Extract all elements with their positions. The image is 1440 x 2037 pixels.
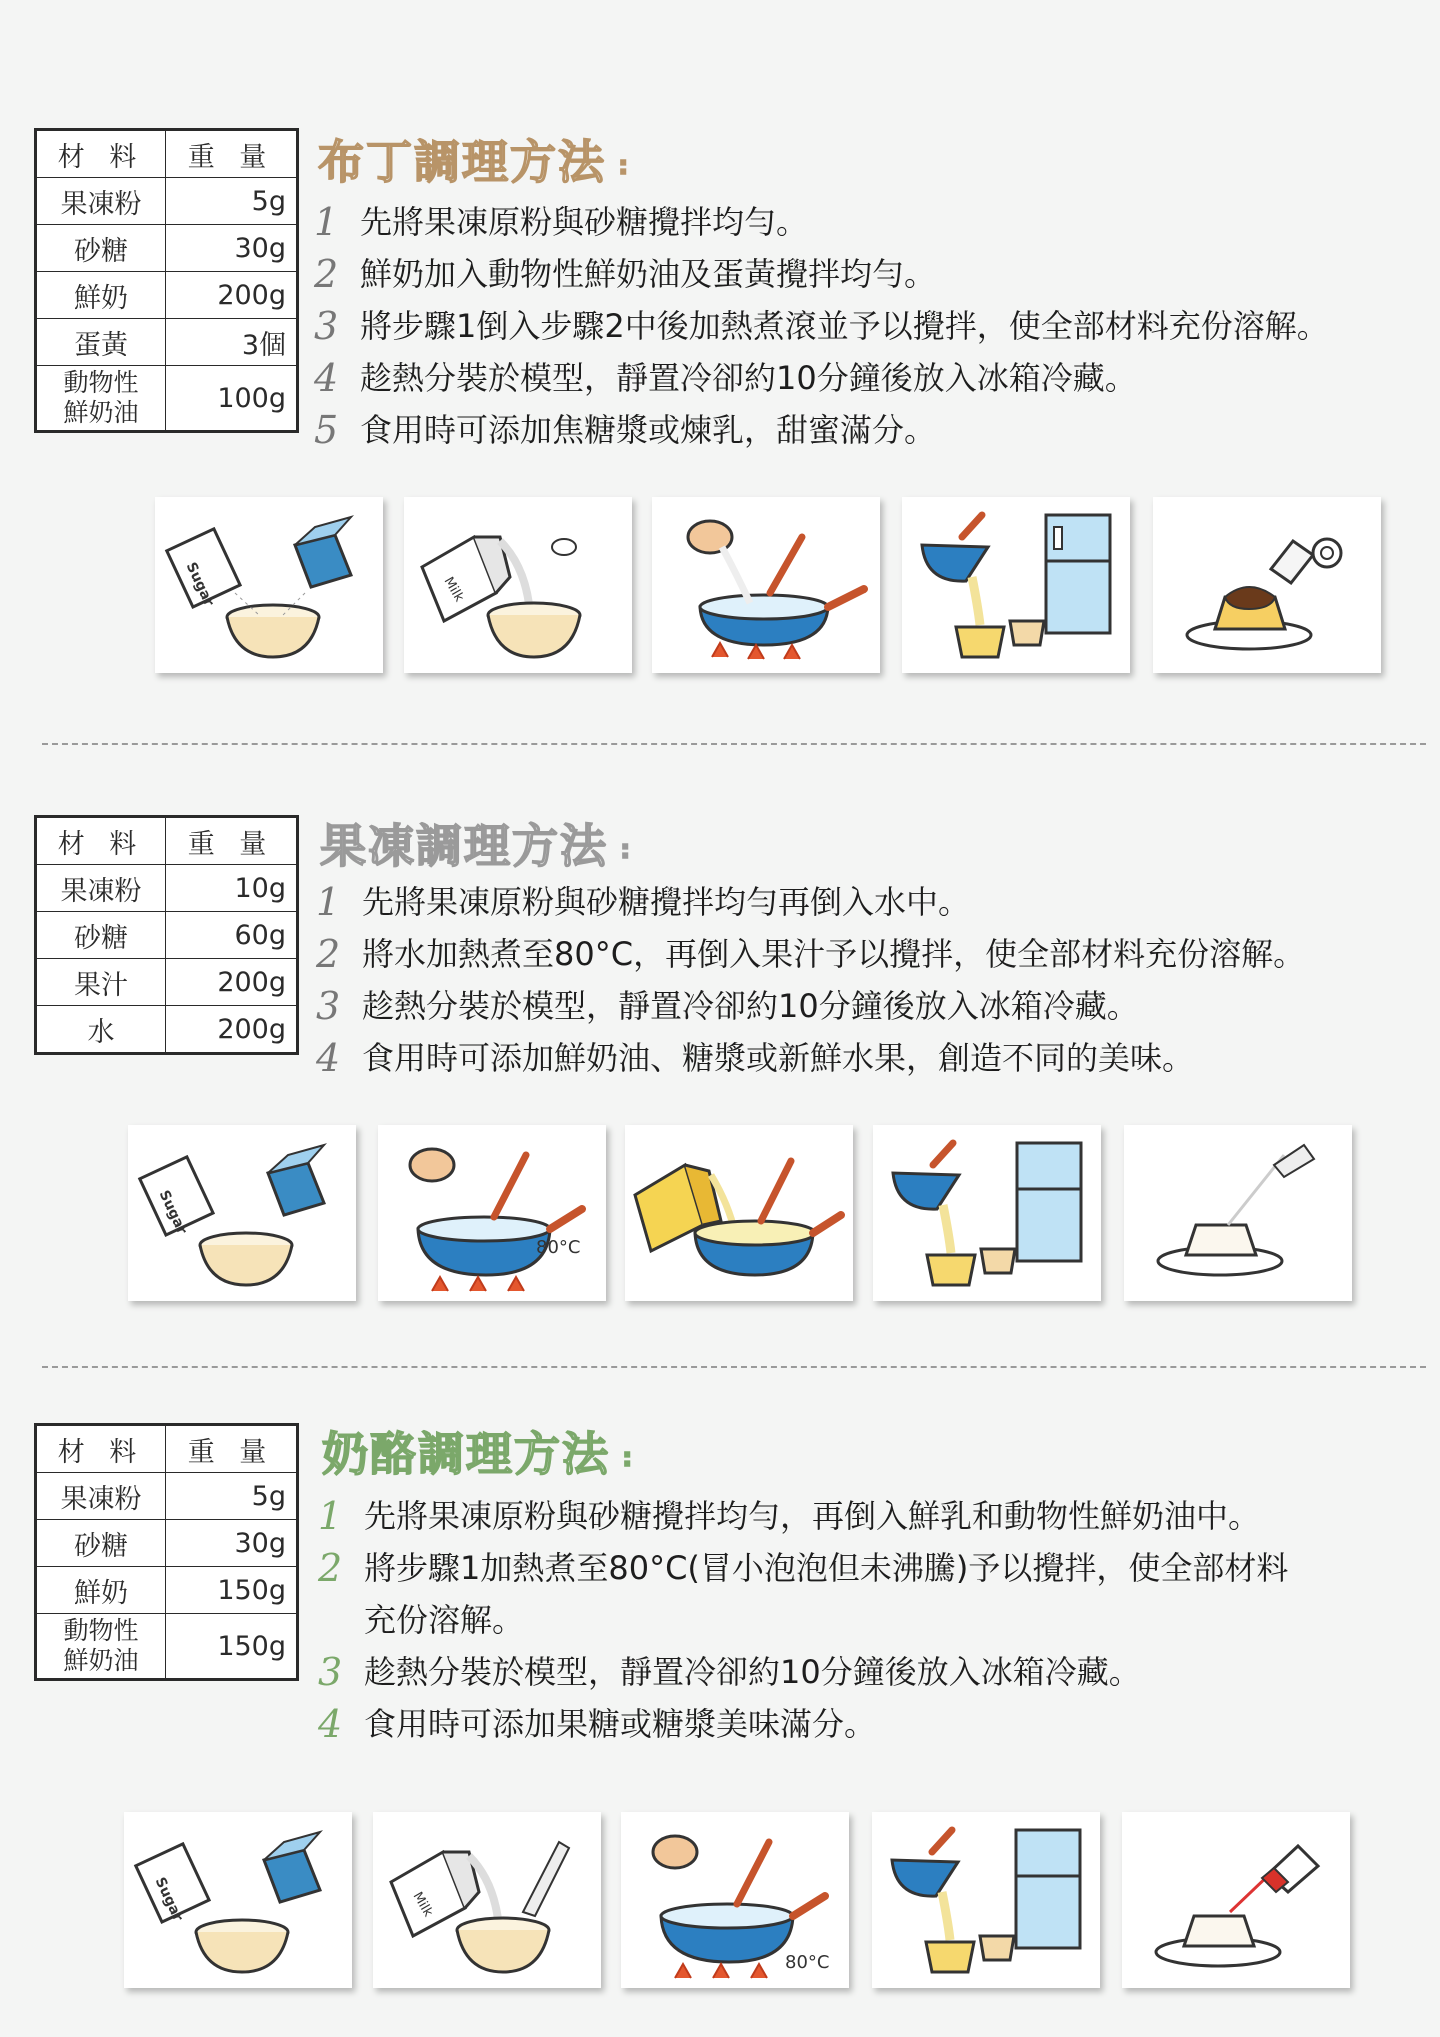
ingredient-name: 鮮奶 [36, 1567, 166, 1614]
step-text: 將水加熱煮至80°C，再倒入果汁予以攪拌，使全部材料充份溶解。 [362, 935, 1306, 973]
table-row [36, 1473, 298, 1520]
ingredient-weight: 200g [166, 959, 298, 1006]
ingredient-name: 蛋黃 [36, 319, 166, 366]
ingredient-weight: 150g [166, 1567, 298, 1614]
sugar-label: Sugar [182, 559, 217, 609]
table-header-row [36, 1425, 298, 1473]
ingredient-weight: 3個 [166, 319, 298, 366]
step-number: 3 [314, 304, 339, 348]
temperature-label: 80°C [785, 1952, 830, 1973]
colon-icon: : [618, 150, 631, 181]
ingredient-weight: 30g [166, 225, 298, 272]
ingredient-weight: 5g [166, 178, 298, 225]
ingredient-name: 砂糖 [36, 225, 166, 272]
illustration-serve-cheese [1122, 1812, 1350, 1988]
step-number: 3 [318, 1650, 343, 1694]
material-header: 材 料 [36, 1425, 166, 1473]
illustration-pour-fridge [872, 1812, 1100, 1988]
ingredient-weight: 150g [166, 1614, 298, 1680]
step-text: 食用時可添加果糖或糖漿美味滿分。 [364, 1705, 877, 1743]
step-number: 5 [314, 408, 339, 452]
material-header: 材 料 [36, 130, 166, 178]
step-text: 先將果凍原粉與砂糖攪拌均勻再倒入水中。 [362, 883, 971, 921]
step-number: 4 [314, 356, 339, 400]
colon-icon: : [620, 834, 633, 865]
ingredient-name: 砂糖 [36, 1520, 166, 1567]
step-text: 趁熱分裝於模型，靜置冷卻約10分鐘後放入冰箱冷藏。 [362, 987, 1139, 1025]
ingredient-name: 果汁 [36, 959, 166, 1006]
sugar-label: Sugar [151, 1874, 186, 1924]
milk-label: Milk [440, 574, 467, 605]
step-text: 將步驟1倒入步驟2中後加熱煮滾並予以攪拌，使全部材料充份溶解。 [360, 307, 1329, 345]
step-number: 4 [316, 1036, 341, 1080]
step-text: 先將果凍原粉與砂糖攪拌均勻。 [360, 203, 809, 241]
table-row [36, 1614, 298, 1680]
temperature-label: 80°C [536, 1237, 581, 1258]
step-item [318, 1542, 1428, 1646]
milk-label: Milk [409, 1889, 436, 1920]
step-text: 食用時可添加鮮奶油、糖漿或新鮮水果，創造不同的美味。 [362, 1039, 1195, 1077]
step-number: 1 [316, 880, 341, 924]
step-number: 2 [316, 932, 341, 976]
ingredient-weight: 5g [166, 1473, 298, 1520]
step-text: 先將果凍原粉與砂糖攪拌均勻，再倒入鮮乳和動物性鮮奶油中。 [364, 1497, 1261, 1535]
step-text: 趁熱分裝於模型，靜置冷卻約10分鐘後放入冰箱冷藏。 [360, 359, 1137, 397]
step-text: 食用時可添加焦糖漿或煉乳，甜蜜滿分。 [360, 411, 937, 449]
ingredient-name: 果凍粉 [36, 865, 166, 912]
step-text: 將步驟1加熱煮至80°C(冒小泡泡但未沸騰)予以攪拌，使全部材料 充份溶解。 [364, 1549, 1289, 1639]
ingredient-name: 水 [36, 1006, 166, 1054]
cheese-ingredient-table [34, 1423, 299, 1681]
illustration-heat-stir [621, 1812, 849, 1988]
cheese-steps [318, 1490, 1428, 1750]
ingredient-weight: 60g [166, 912, 298, 959]
weight-header: 重 量 [166, 130, 298, 178]
step-item [318, 1698, 1428, 1750]
step-number: 1 [318, 1494, 343, 1538]
step-item [318, 1490, 1428, 1542]
ingredient-name: 動物性 鮮奶油 [36, 366, 166, 432]
ingredient-name: 砂糖 [36, 912, 166, 959]
cheese-title-text: 奶酪調理方法 [322, 1427, 610, 1481]
ingredient-weight: 200g [166, 272, 298, 319]
step-text: 鮮奶加入動物性鮮奶油及蛋黃攪拌均勻。 [360, 255, 937, 293]
sugar-label: Sugar [155, 1187, 190, 1237]
step-number: 2 [314, 252, 339, 296]
weight-header: 重 量 [166, 817, 298, 865]
step-number: 4 [318, 1702, 343, 1746]
ingredient-name: 果凍粉 [36, 178, 166, 225]
ingredient-weight: 30g [166, 1520, 298, 1567]
ingredient-weight: 200g [166, 1006, 298, 1054]
step-number: 1 [314, 200, 339, 244]
illustration-milk-cream-pour [373, 1812, 601, 1988]
ingredient-name: 果凍粉 [36, 1473, 166, 1520]
pudding-title-text: 布丁調理方法 [318, 135, 606, 189]
step-number: 3 [316, 984, 341, 1028]
ingredient-weight: 10g [166, 865, 298, 912]
step-text: 趁熱分裝於模型，靜置冷卻約10分鐘後放入冰箱冷藏。 [364, 1653, 1141, 1691]
table-row [36, 1567, 298, 1614]
ingredient-weight: 100g [166, 366, 298, 432]
illustration-sugar-pour [124, 1812, 352, 1988]
ingredient-name: 鮮奶 [36, 272, 166, 319]
step-number: 2 [318, 1546, 343, 1590]
step-item [318, 1646, 1428, 1698]
jelly-title-text: 果凍調理方法 [320, 819, 608, 873]
table-row [36, 1520, 298, 1567]
material-header: 材 料 [36, 817, 166, 865]
ingredient-name: 動物性 鮮奶油 [36, 1614, 166, 1680]
cheese-title [322, 1418, 634, 1484]
colon-icon: : [622, 1442, 635, 1473]
weight-header: 重 量 [166, 1425, 298, 1473]
